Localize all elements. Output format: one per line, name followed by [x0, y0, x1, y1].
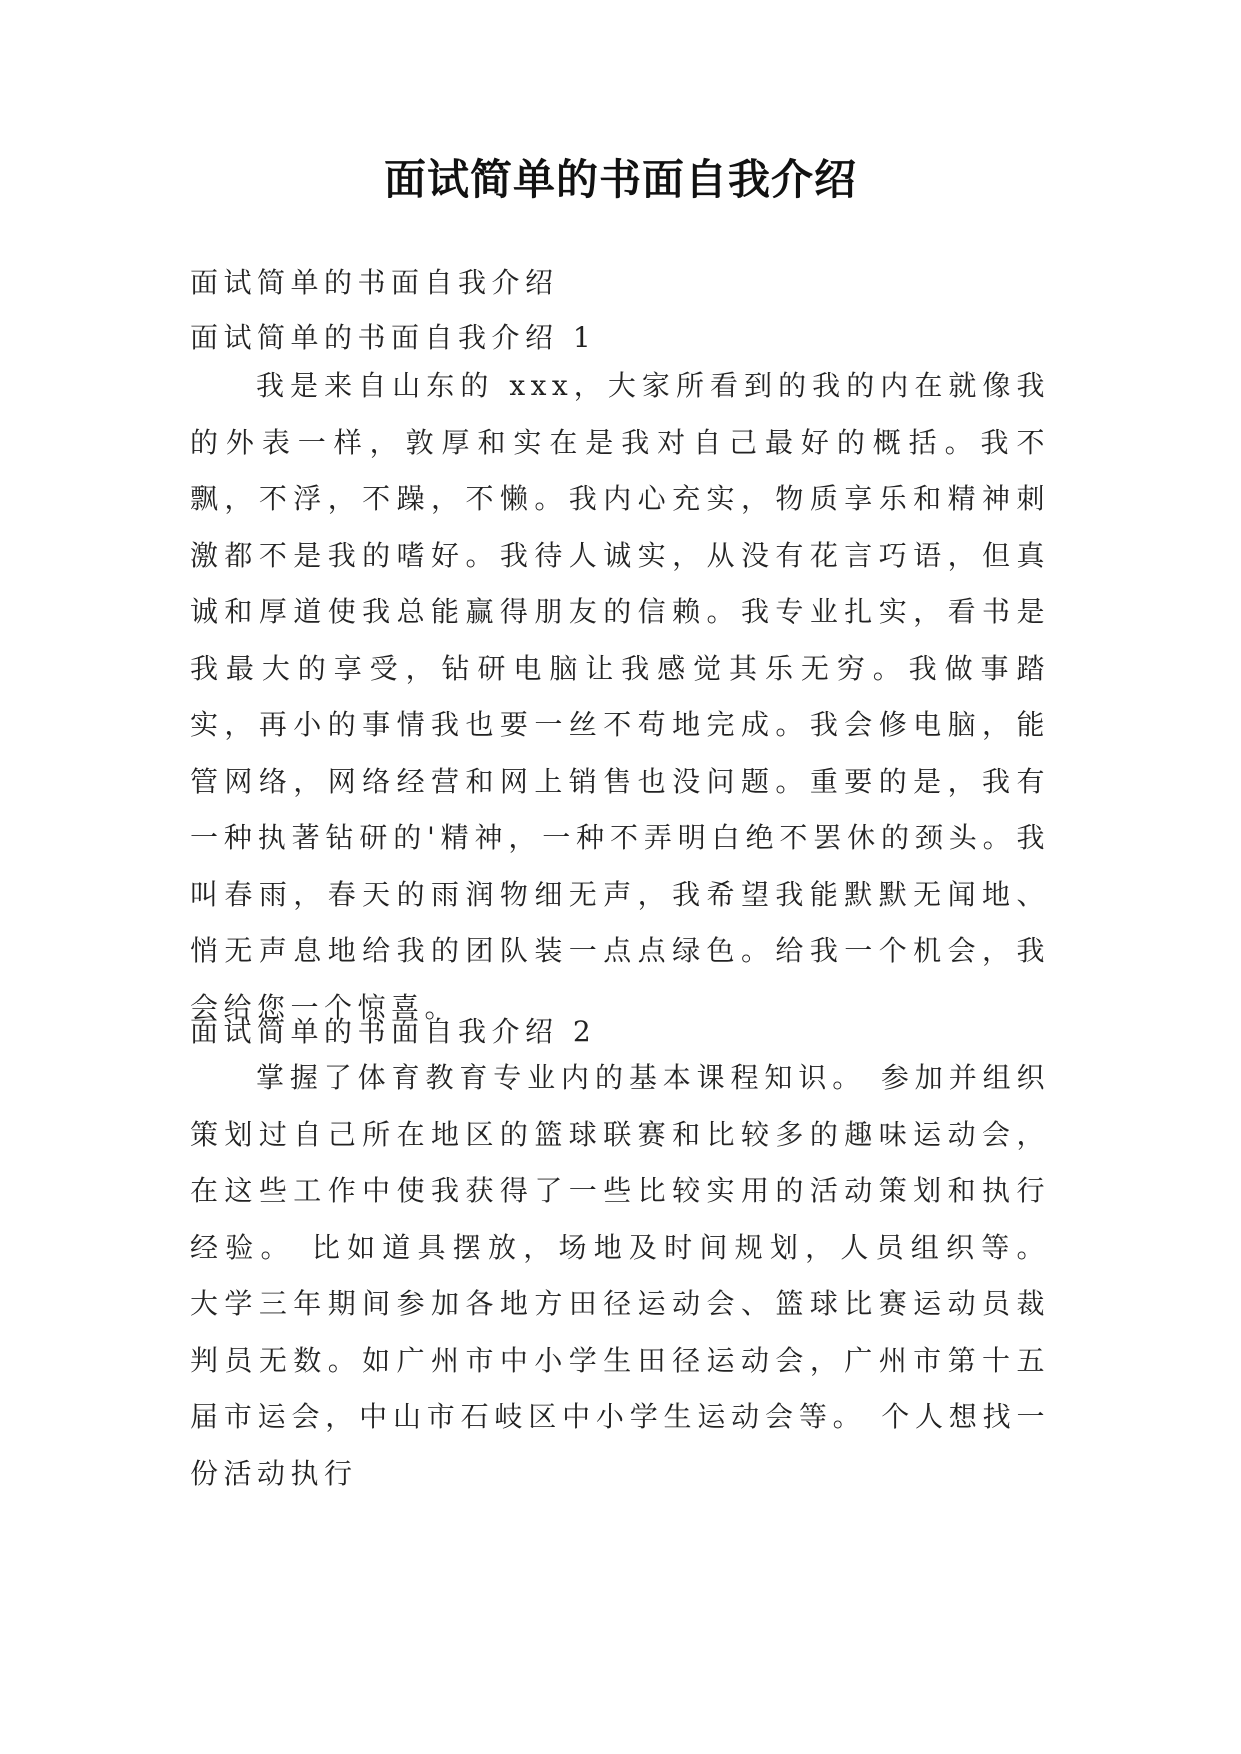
section-heading-1: 面试简单的书面自我介绍 1 [190, 321, 597, 354]
document-title: 面试简单的书面自我介绍 [383, 155, 857, 204]
section-heading-2: 面试简单的书面自我介绍 2 [190, 1015, 597, 1048]
document-subtitle: 面试简单的书面自我介绍 [190, 266, 559, 299]
paragraph: 我是来自山东的 xxx，大家所看到的我的内在就像我的外表一样，敦厚和实在是我对自己最好的概括。我不飘，不浮，不躁，不懒。我内心充实，物质享乐和精神刺激都不是我的嗜好。我待人诚实，从没有花言巧语，但真诚和厚道使我总能赢得朋友的信赖。我专业扎实，看书是我最大的享受，钻研电脑让我感觉其乐无穷。我做事踏实，再小的事情我也要一丝不苟地完成。我会修电脑，能管网络，网络经营和网上销售也没问题。重要的是，我有一种执著钻研的'精神，一种不弄明白绝不罢休的颈头。我叫春雨，春天的雨润物细无声，我希望我能默默无闻地、悄无声息地给我的团队装一点点绿色。给我一个机会，我会给您一个惊喜。 [190, 369, 1050, 1024]
paragraph: 掌握了体育教育专业内的基本课程知识。 参加并组织策划过自己所在地区的篮球联赛和比较多的趣味运动会，在这些工作中使我获得了一些比较实用的活动策划和执行经验。 比如道具摆放，场地及时间规划，人员组织等。 大学三年期间参加各地方田径运动会、篮球比赛运动员裁判员无数。如广州市中小学生田径运动会，广州市第十五届市运会，中山市石岐区中小学生运动会等。 个人想找一份活动执行 [190, 1061, 1050, 1490]
section-body-2 [190, 1050, 1050, 1502]
section-body-1 [190, 358, 1050, 1036]
